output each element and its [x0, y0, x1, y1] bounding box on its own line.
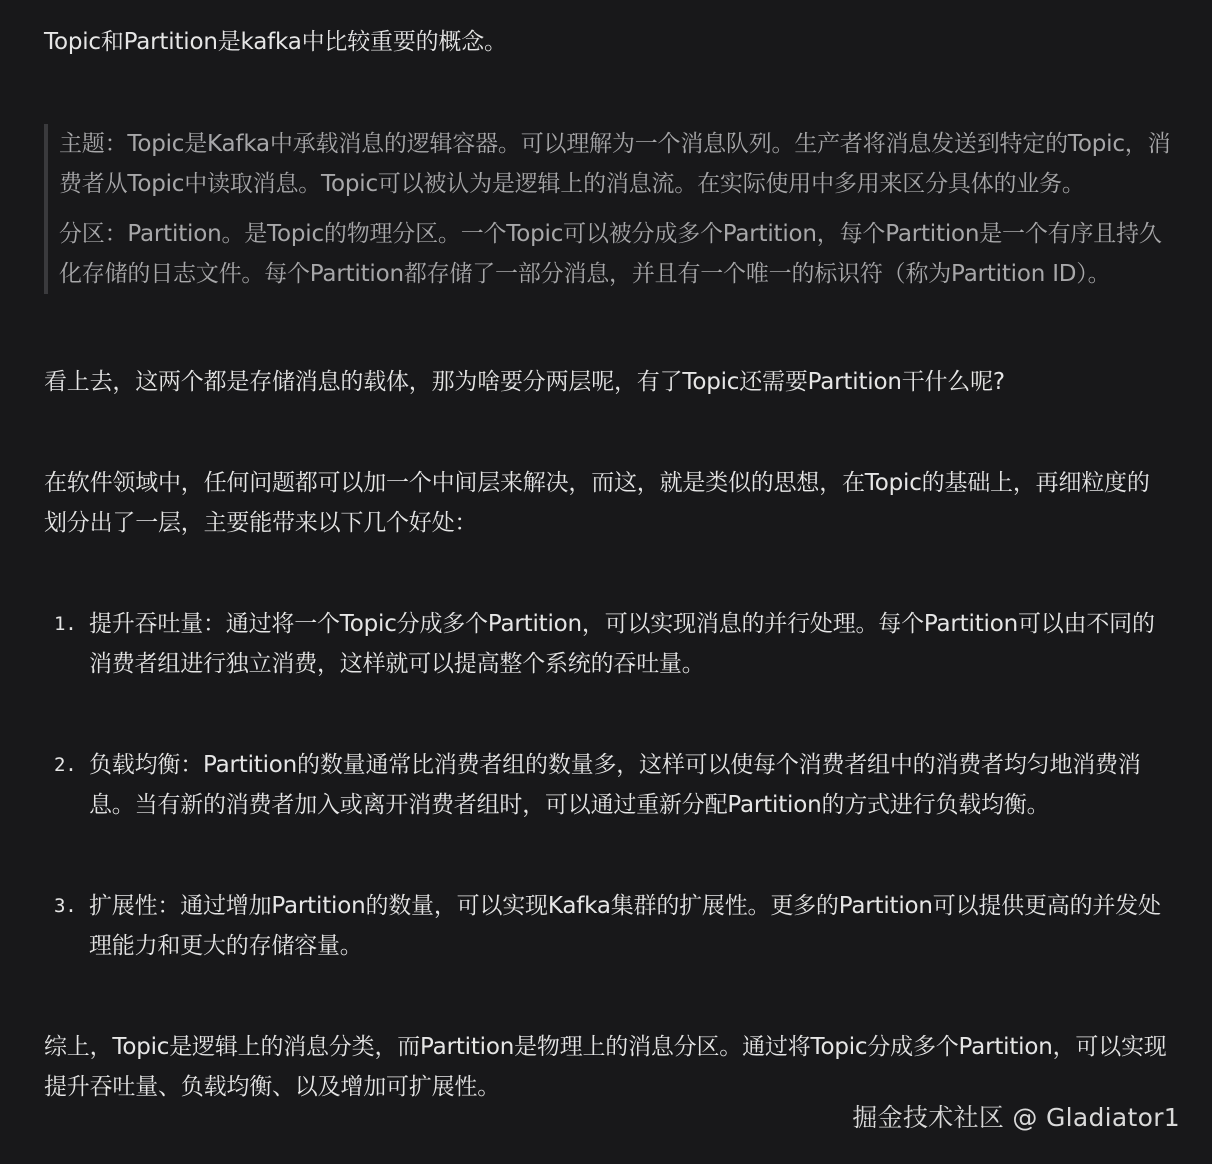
list-number: 2.: [54, 754, 77, 776]
list-text: 扩展性：通过增加Partition的数量，可以实现Kafka集群的扩展性。更多的Partition可以提供更高的并发处理能力和更大的存储容量。: [89, 893, 1161, 959]
list-number: 1.: [54, 613, 77, 635]
question-paragraph: 看上去，这两个都是存储消息的载体，那为啥要分两层呢，有了Topic还需要Partition干什么呢?: [44, 369, 1005, 395]
partition-definition: 分区：Partition。是Topic的物理分区。一个Topic可以被分成多个Partition，每个Partition是一个有序且持久化存储的日志文件。每个Partition都存储了一部分消息，并且有一个唯一的标识符（称为Partition ID）。: [59, 221, 1162, 287]
watermark: 掘金技术社区 @ Gladiator1: [852, 1103, 1180, 1132]
list-text: 提升吞吐量：通过将一个Topic分成多个Partition，可以实现消息的并行处理。每个Partition可以由不同的消费者组进行独立消费，这样就可以提高整个系统的吞吐量。: [89, 611, 1155, 677]
list-text: 负载均衡：Partition的数量通常比消费者组的数量多，这样可以使每个消费者组中的消费者均匀地消费消息。当有新的消费者加入或离开消费者组时，可以通过重新分配Partition的方式进行负载均衡。: [89, 752, 1141, 818]
list-item: [44, 604, 1172, 684]
summary-paragraph: 综上，Topic是逻辑上的消息分类，而Partition是物理上的消息分区。通过将Topic分成多个Partition，可以实现提升吞吐量、负载均衡、以及增加可扩展性。: [44, 1034, 1167, 1100]
intro-paragraph: Topic和Partition是kafka中比较重要的概念。: [44, 29, 507, 55]
list-item: [44, 886, 1172, 966]
definition-blockquote: [44, 124, 1172, 294]
explanation-paragraph: 在软件领域中，任何问题都可以加一个中间层来解决，而这，就是类似的思想，在Topic的基础上，再细粒度的划分出了一层，主要能带来以下几个好处：: [44, 470, 1150, 536]
list-number: 3.: [54, 895, 77, 917]
list-item: [44, 745, 1172, 825]
topic-definition: 主题：Topic是Kafka中承载消息的逻辑容器。可以理解为一个消息队列。生产者将消息发送到特定的Topic，消费者从Topic中读取消息。Topic可以被认为是逻辑上的消息流。在实际使用中多用来区分具体的业务。: [59, 131, 1171, 197]
